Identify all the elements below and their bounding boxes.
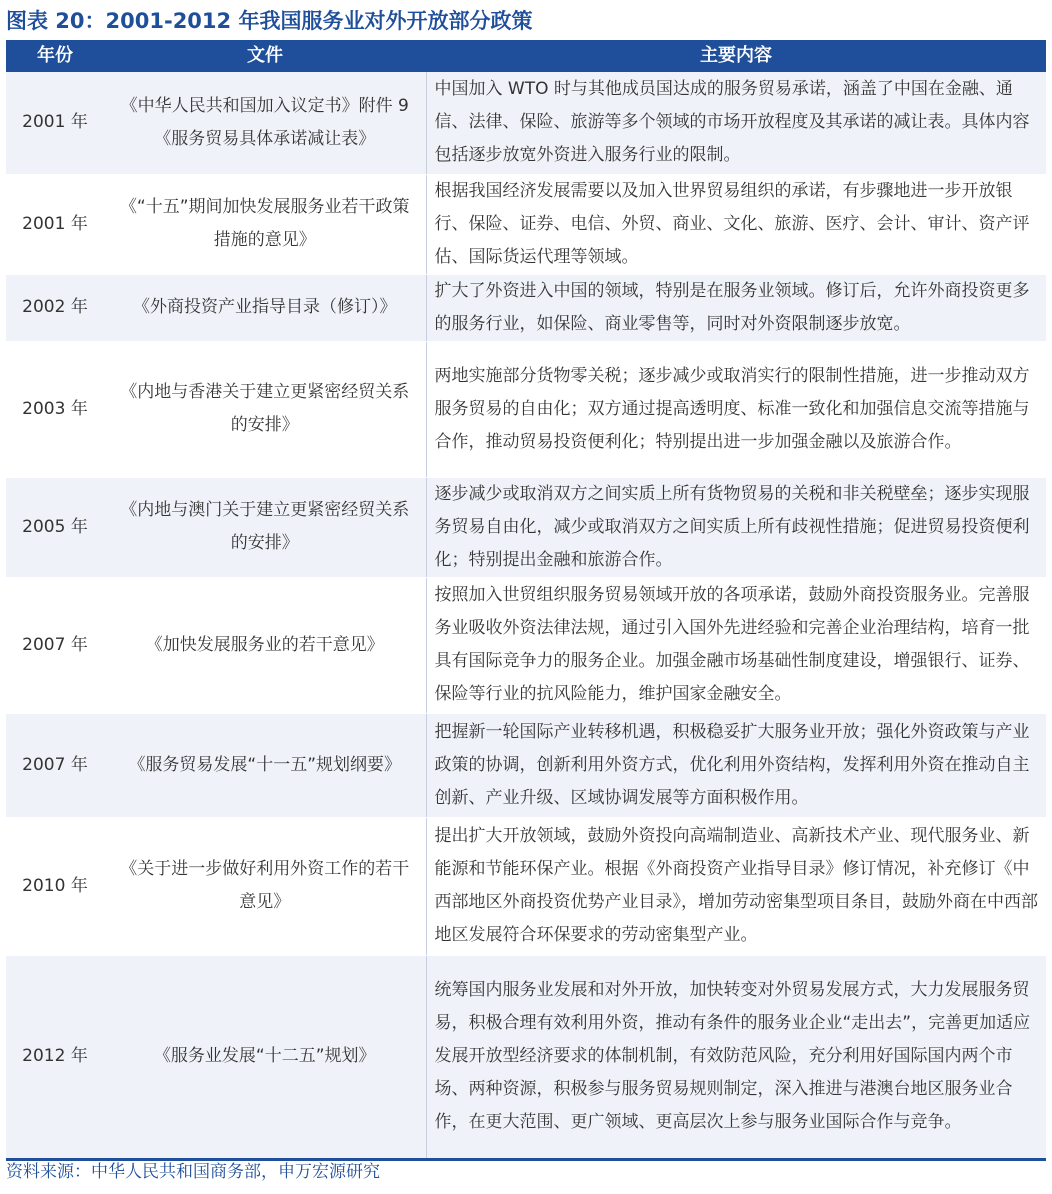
- row-year: 2003 年: [6, 341, 104, 477]
- row-year: 2002 年: [6, 274, 104, 341]
- row-document: 《中华人民共和国加入议定书》附件 9《服务贸易具体承诺减让表》: [104, 72, 426, 174]
- row-year: 2012 年: [6, 955, 104, 1159]
- header-content: 主要内容: [426, 40, 1046, 72]
- header-year: 年份: [6, 40, 104, 72]
- row-document: 《“十五”期间加快发展服务业若干政策措施的意见》: [104, 174, 426, 274]
- row-year: 2007 年: [6, 577, 104, 713]
- table-row: [6, 477, 1046, 577]
- row-document: 《内地与澳门关于建立更紧密经贸关系的安排》: [104, 477, 426, 577]
- row-year: 2010 年: [6, 817, 104, 955]
- row-year: 2001 年: [6, 174, 104, 274]
- table-row: [6, 817, 1046, 955]
- row-year: 2005 年: [6, 477, 104, 577]
- row-document: 《外商投资产业指导目录（修订）》: [104, 274, 426, 341]
- row-year: 2007 年: [6, 713, 104, 817]
- figure-title: 图表 20：2001-2012 年我国服务业对外开放部分政策: [6, 9, 533, 33]
- row-content: 逐步减少或取消双方之间实质上所有货物贸易的关税和非关税壁垒；逐步实现服务贸易自由化，减少或取消双方之间实质上所有歧视性措施；促进贸易投资便利化；特别提出金融和旅游合作。: [426, 477, 1046, 577]
- table-row: [6, 577, 1046, 713]
- row-document: 《服务贸易发展“十一五”规划纲要》: [104, 713, 426, 817]
- row-content: 把握新一轮国际产业转移机遇，积极稳妥扩大服务业开放；强化外资政策与产业政策的协调，创新利用外资方式，优化利用外资结构，发挥利用外资在推动自主创新、产业升级、区域协调发展等方面积极作用。: [426, 713, 1046, 817]
- row-document: 《关于进一步做好利用外资工作的若干意见》: [104, 817, 426, 955]
- row-content: 扩大了外资进入中国的领域，特别是在服务业领域。修订后，允许外商投资更多的服务行业，如保险、商业零售等，同时对外资限制逐步放宽。: [426, 274, 1046, 341]
- row-content: 按照加入世贸组织服务贸易领域开放的各项承诺，鼓励外商投资服务业。完善服务业吸收外资法律法规，通过引入国外先进经验和完善企业治理结构，培育一批具有国际竞争力的服务企业。加强金融市场基础性制度建设，增强银行、证券、保险等行业的抗风险能力，维护国家金融安全。: [426, 577, 1046, 713]
- header-document: 文件: [104, 40, 426, 72]
- row-content: 统筹国内服务业发展和对外开放，加快转变对外贸易发展方式，大力发展服务贸易，积极合理有效利用外资，推动有条件的服务业企业“走出去”，完善更加适应发展开放型经济要求的体制机制，有效防范风险，充分利用好国际国内两个市场、两种资源，积极参与服务贸易规则制定，深入推进与港澳台地区服务业合作，在更大范围、更广领域、更高层次上参与服务业国际合作与竞争。: [426, 955, 1046, 1159]
- policy-table: [6, 40, 1046, 1161]
- row-document: 《内地与香港关于建立更紧密经贸关系的安排》: [104, 341, 426, 477]
- row-content: 中国加入 WTO 时与其他成员国达成的服务贸易承诺，涵盖了中国在金融、通信、法律、保险、旅游等多个领域的市场开放程度及其承诺的减让表。具体内容包括逐步放宽外资进入服务行业的限制。: [426, 72, 1046, 174]
- table-row: [6, 341, 1046, 477]
- row-content: 提出扩大开放领域，鼓励外资投向高端制造业、高新技术产业、现代服务业、新能源和节能环保产业。根据《外商投资产业指导目录》修订情况，补充修订《中西部地区外商投资优势产业目录》，增加劳动密集型项目条目，鼓励外商在中西部地区发展符合环保要求的劳动密集型产业。: [426, 817, 1046, 955]
- table-row: [6, 174, 1046, 274]
- table-row: [6, 72, 1046, 174]
- table-row: [6, 274, 1046, 341]
- table-row: [6, 955, 1046, 1159]
- table-header-row: [6, 40, 1046, 72]
- table-row: [6, 713, 1046, 817]
- row-document: 《加快发展服务业的若干意见》: [104, 577, 426, 713]
- source-note: 资料来源：中华人民共和国商务部，申万宏源研究: [6, 1162, 380, 1182]
- row-document: 《服务业发展“十二五”规划》: [104, 955, 426, 1159]
- row-year: 2001 年: [6, 72, 104, 174]
- row-content: 根据我国经济发展需要以及加入世界贸易组织的承诺，有步骤地进一步开放银行、保险、证券、电信、外贸、商业、文化、旅游、医疗、会计、审计、资产评估、国际货运代理等领域。: [426, 174, 1046, 274]
- row-content: 两地实施部分货物零关税；逐步减少或取消实行的限制性措施，进一步推动双方服务贸易的自由化；双方通过提高透明度、标准一致化和加强信息交流等措施与合作，推动贸易投资便利化；特别提出进一步加强金融以及旅游合作。: [426, 341, 1046, 477]
